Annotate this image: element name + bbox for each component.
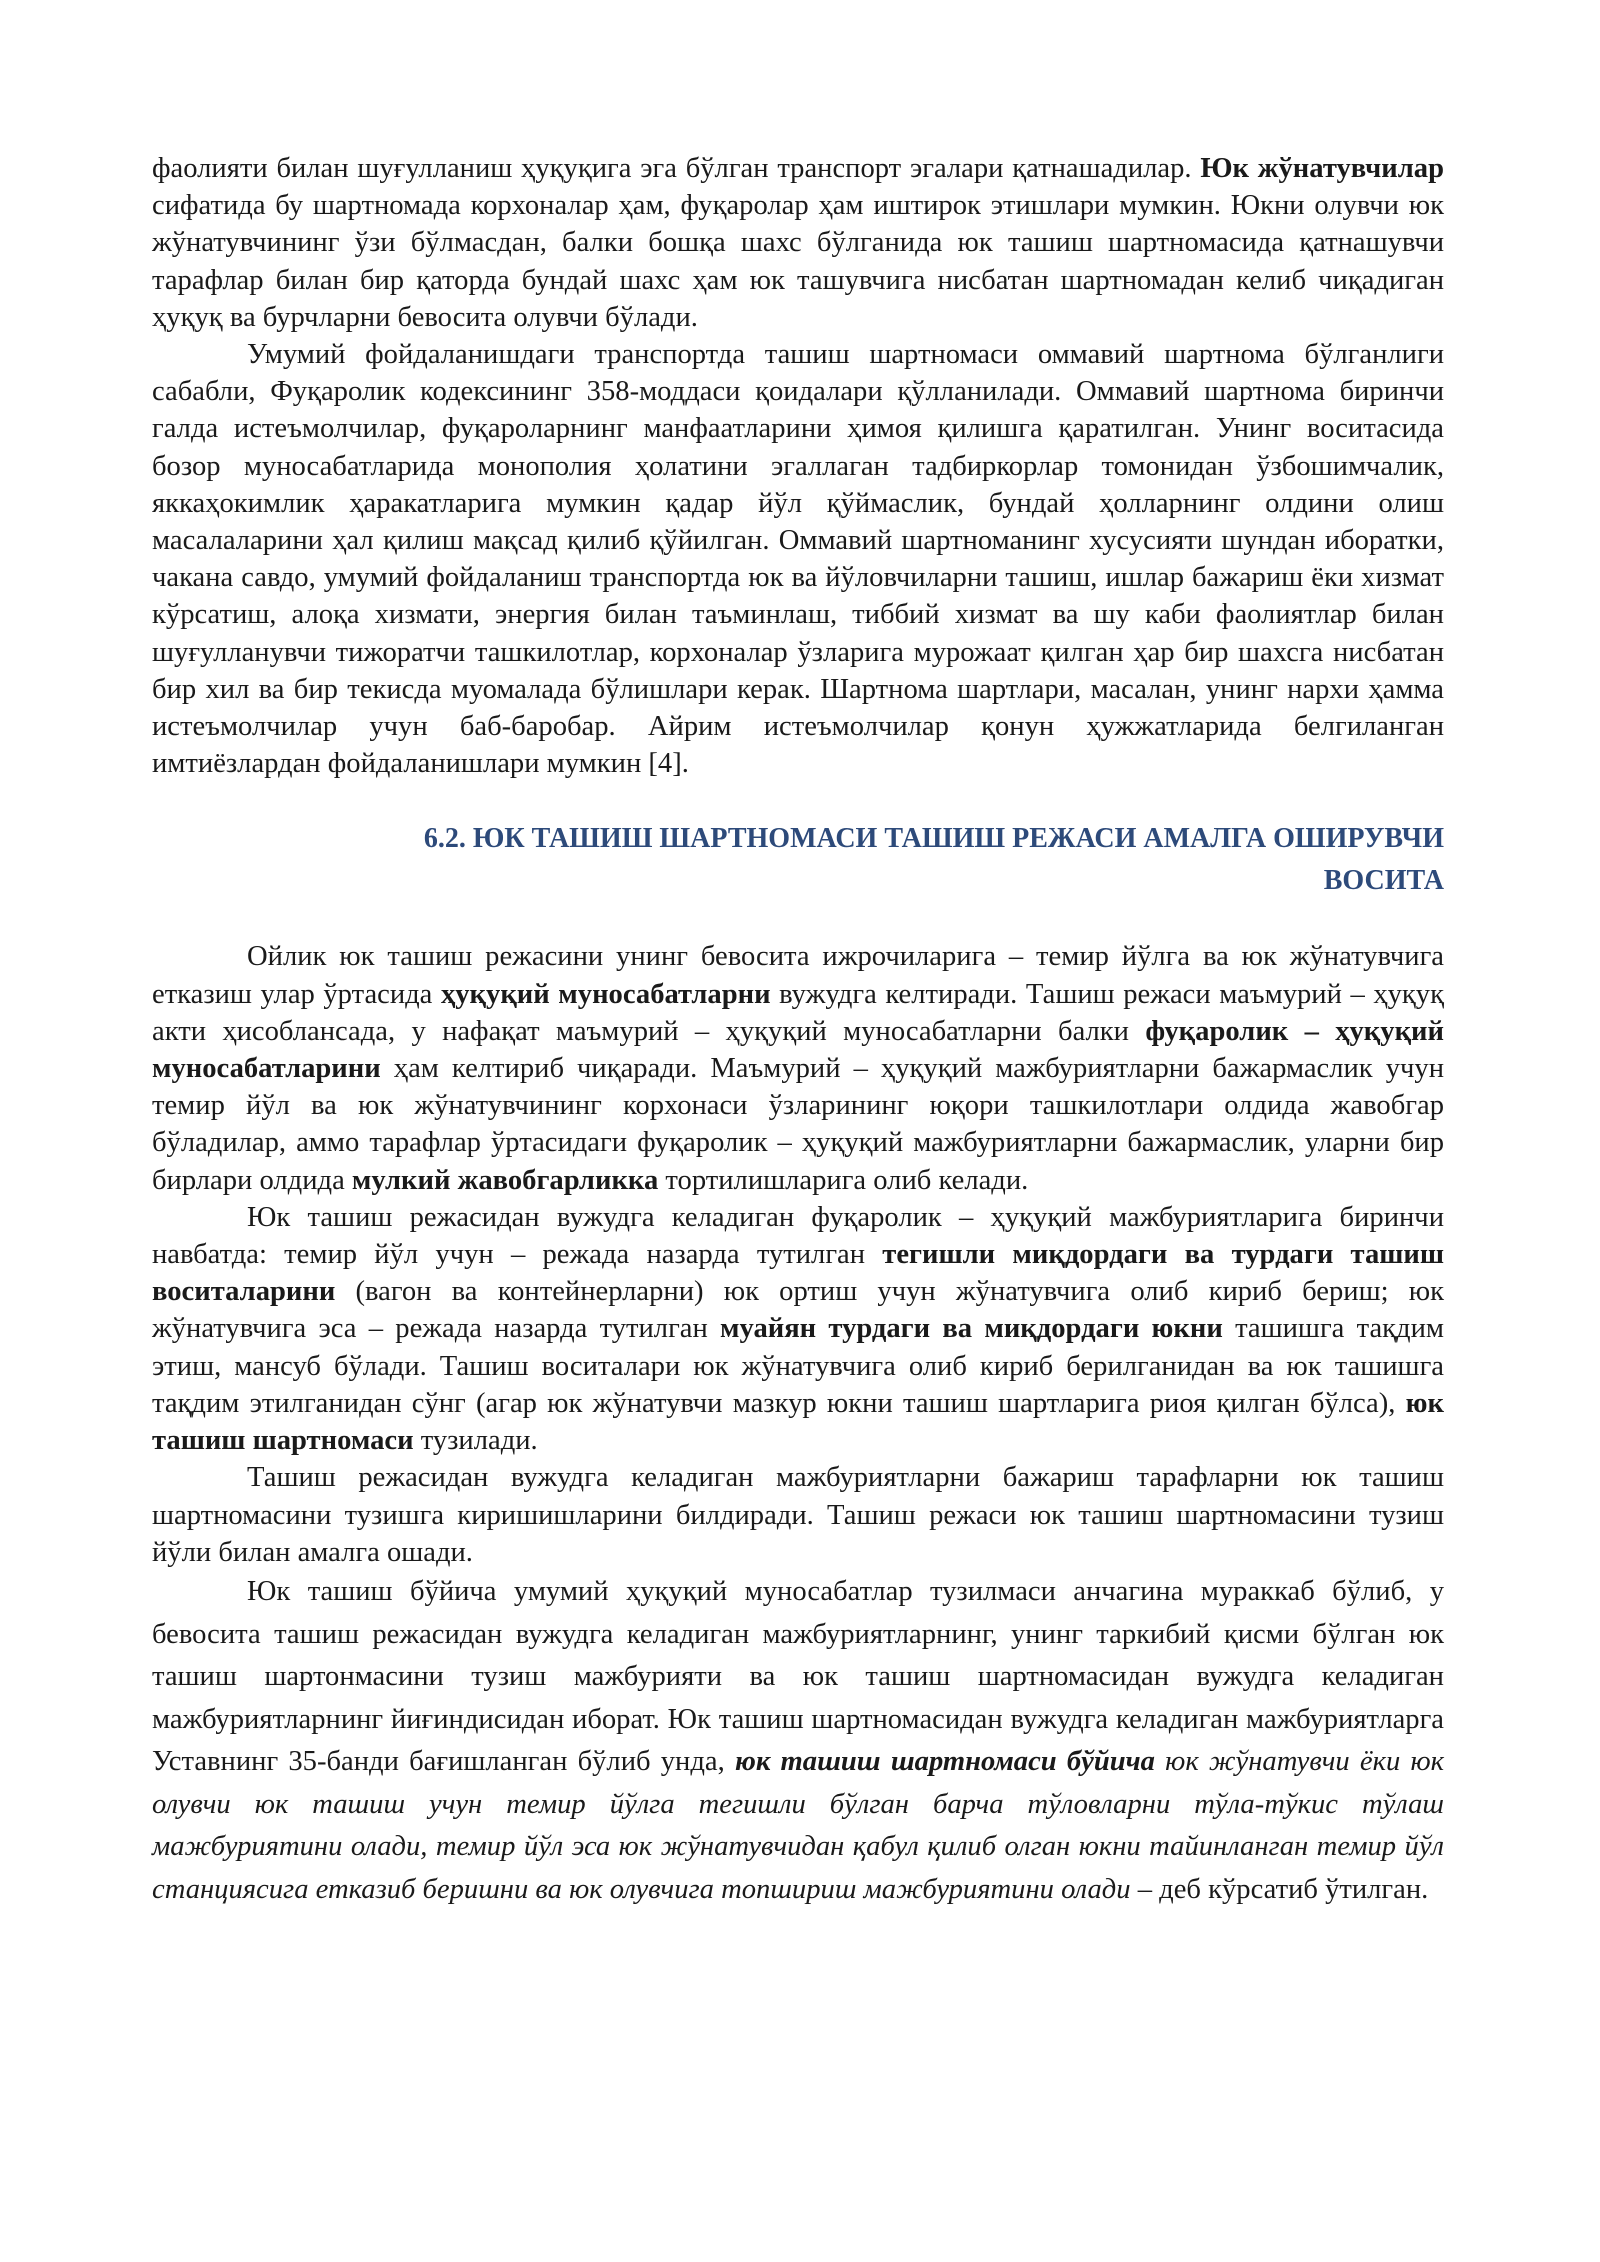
text-run: ташишга тақдим этиш, мансуб бўлади. Ташиш воситалари юк жўнатувчига олиб кириб берилганидан ва юк ташишга тақдим этилганидан сўнг (агар юк жўнатувчи мазкур юкни ташиш шартларига риоя қилган бўлса), <box>152 1313 1444 1419</box>
bold-term-specific-cargo: муайян турдаги ва миқдордаги юкни <box>720 1313 1223 1345</box>
text-run: Ойлик юк ташиш режасини унинг бевосита ижрочиларига – темир йўлга ва юк жўнатувчига етказиш улар ўртасида <box>152 941 1444 1010</box>
text-run: тузилади. <box>413 1425 538 1457</box>
bold-term-transport-means: тегишли миқдордаги ва турдаги ташиш воситаларини <box>152 1239 1444 1308</box>
paragraph-monthly-plan <box>152 938 1444 1198</box>
text-run: тортилишларига олиб келади. <box>658 1164 1029 1196</box>
bold-term-legal-relations: ҳуқуқий муносабатларни <box>440 978 771 1010</box>
heading-line-1: 6.2. ЮК ТАШИШ ШАРТНОМАСИ ТАШИШ РЕЖАСИ АМАЛГА ОШИРУВЧИ <box>423 823 1444 855</box>
paragraph-continued <box>152 150 1444 336</box>
text-run: вужудга келтиради. Ташиш режаси маъмурий – ҳуқуқ акти ҳисоблансада, у нафақат маъмурий – ҳуқуқий муносабатларни балки <box>152 978 1444 1047</box>
text-run: Юк ташиш бўйича умумий ҳуқуқий муносабатлар тузилмаси анчагина мураккаб бўлиб, у бевосита ташиш режасидан вужудга келадиган мажбуриятларнинг, унинг таркибий қисми бўлган юк ташиш шартонмасини тузиш мажбурияти ва юк ташиш шартномасидан вужудга келадиган мажбуриятларнинг йиғиндисидан иборат. Юк ташиш шартномасидан вужудга келадиган мажбуриятларга Уставнинг 35-банди бағишланган бўлиб унда, <box>152 1575 1444 1778</box>
text-run: фаолияти билан шуғулланиш ҳуқуқига эга бўлган транспорт эгалари қатнашадилар. <box>152 153 1201 184</box>
paragraph-civil-obligations <box>152 1199 1444 1459</box>
text-run: ҳам келтириб чиқаради. Маъмурий – ҳуқуқий мажбуриятларни бажармаслик учун темир йўл ва юк жўнатувчининг корхонаси ўзларининг юқори ташкилотлари олдида жавобгар бўладилар, аммо тарафлар ўртасидаги фуқаролик – ҳуқуқий мажбуриятларни бажармаслик, уларни бир бирлари олдида <box>152 1053 1444 1196</box>
bold-italic-term-contract: юк ташиш шартномаси бўйича <box>734 1746 1155 1778</box>
bold-term-civil-legal-relations: фуқаролик – ҳуқуқий муносабатларини <box>152 1015 1444 1085</box>
paragraph-structure <box>152 1571 1444 1912</box>
text-run: сифатида бу шартномада корхоналар ҳам, фуқаролар ҳам иштирок этишлари мумкин. Юкни олувчи юк жўнатувчининг ўзи бўлмасдан, балки бошқа шахс бўлганида юк ташиш шартномасида қатнашувчи тарафлар билан бир қаторда бундай шахс ҳам юк ташувчига нисбатан шартномадан келиб чиқадиган ҳуқуқ ва бурчларни бевосита олувчи бўлади. <box>152 190 1444 333</box>
document-page <box>152 150 1444 1912</box>
bold-term-contract: юк ташиш шартномаси <box>152 1387 1444 1457</box>
bold-term-cargo-senders: Юк жўнатувчилар <box>1200 153 1445 184</box>
paragraph-plan-execution: Ташиш режасидан вужудга келадиган мажбуриятларни бажариш тарафларни юк ташиш шартномасини тузишга киришишларини билдиради. Ташиш режаси юк ташиш шартномасини тузиш йўли билан амалга ошади. <box>152 1462 1444 1568</box>
text-run: (вагон ва контейнерларни) юк ортиш учун жўнатувчига олиб кириб бериш; юк жўнатувчига эса – режада назарда тутилган <box>152 1276 1444 1345</box>
text-run: Юк ташиш режасидан вужудга келадиган фуқаролик – ҳуқуқий мажбуриятларига биринчи навбатда: темир йўл учун – режада назарда тутилган <box>152 1201 1444 1271</box>
text-run: – деб кўрсатиб ўтилган. <box>1130 1874 1429 1906</box>
section-heading <box>152 818 1444 902</box>
paragraph-public-contract: Умумий фойдаланишдаги транспортда ташиш шартномаси оммавий шартнома бўлганлиги сабабли, Фуқаролик кодексининг 358-моддаси қоидалари қўлланилади. Оммавий шартнома биринчи галда истеъмолчилар, фуқароларнинг манфаатларини ҳимоя қилишга қаратилган. Унинг воситасида бозор муносабатларида монополия ҳолатини эгаллаган тадбиркорлар томонидан ўзбошимчалик, яккаҳокимлик ҳаракатларига мумкин қадар йўл қўймаслик, бундай ҳолларнинг олдини олиш масалаларини ҳал қилиш мақсад қилиб қўйилган. Оммавий шартноманинг хусусияти шундан иборатки, чакана савдо, умумий фойдаланиш транспортда юк ва йўловчиларни ташиш, ишлар бажариш ёки хизмат кўрсатиш, алоқа хизмати, энергия билан таъминлаш, тиббий хизмат ва шу каби фаолиятлар билан шуғулланувчи тижоратчи ташкилотлар, корхоналар ўзларига мурожаат қилган ҳар бир шахсга нисбатан бир хил ва бир текисда муомалада бўлишлари керак. Шартнома шартлари, масалан, унинг нархи ҳамма истеъмолчилар учун баб-баробар. Айрим истеъмолчилар қонун ҳужжатларида белгиланган имтиёзлардан фойдаланишлари мумкин [4]. <box>152 339 1444 780</box>
italic-quote: юк жўнатувчи ёки юк олувчи юк ташиш учун темир йўлга тегишли бўлган барча тўловларни тўла-тўкис тўлаш мажбуриятини олади, темир йўл эса юк жўнатувчидан қабул қилиб олган юкни тайинланган темир йўл станциясига етказиб беришни ва юк олувчига топшириш мажбуриятини олади <box>152 1746 1444 1906</box>
bold-term-property-liability: мулкий жавобгарликка <box>351 1164 659 1196</box>
heading-line-2: ВОСИТА <box>1323 865 1444 897</box>
